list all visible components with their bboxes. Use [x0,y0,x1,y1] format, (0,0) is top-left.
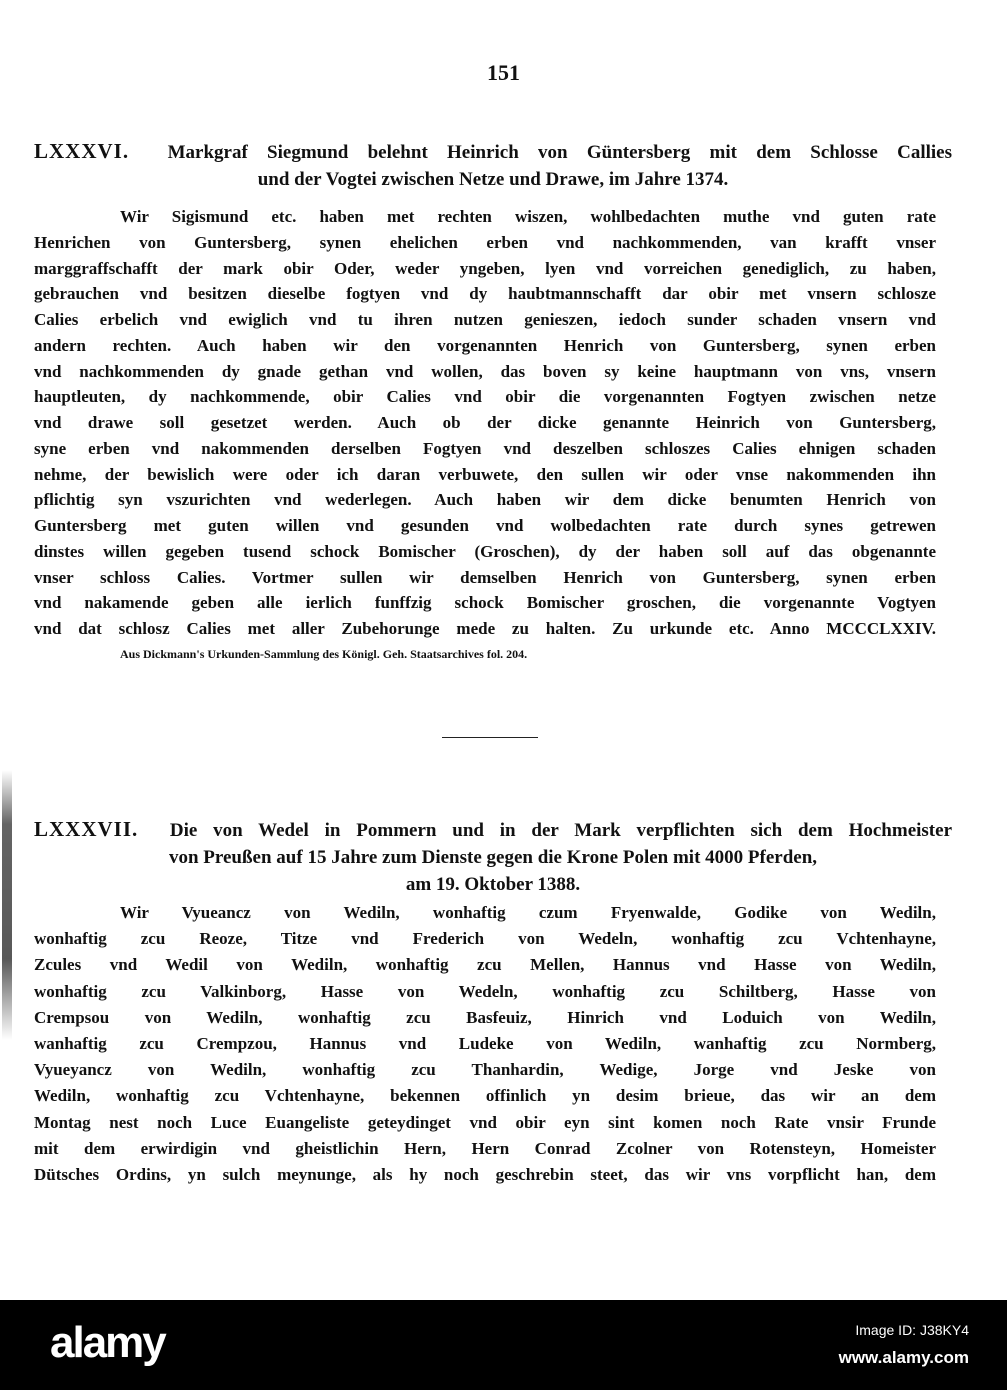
site-url: www.alamy.com [838,1348,969,1367]
page-number: 151 [487,60,520,85]
text-line: Guntersberg met guten willen vnd gesunden vnd wolbedachten rate durch synes getrewen [34,516,936,535]
section-86-title-line-1 [34,138,952,166]
text-line: syne erben vnd nakommenden derselben Fogtyen vnd deszelben schloszes Calies ehnigen schaden [34,438,936,458]
section-87-title-line-3: am 19. Oktober 1388. [405,874,581,895]
text-line: wonhaftig zcu Reoze, Titze vnd Frederich von Wedeln, wonhaftig zcu Vchtenhayne, [34,929,936,949]
text-line: vnser schloss Calies. Vortmer sullen wir demselben Henrich von Guntersberg, synen erben [34,567,936,587]
text-line: Montag nest noch Luce Euangeliste geteydinget vnd obir eyn sint komen noch Rate vnsir Frunde [34,1112,936,1132]
text-line: andern rechten. Auch haben wir den vorgenannten Henrich von Guntersberg, synen erben [34,335,936,355]
section-86-title-line-2: und der Vogtei zwischen Netze und Drawe, im Jahre 1374. [257,169,729,190]
section-86-number: LXXXVI. [34,139,130,163]
text-line: Vyueyancz von Wediln, wonhaftig zcu Thanhardin, Wedige, Jorge vnd Jeske von [34,1060,936,1080]
section-87-title-line-1-text: Die von Wedel in Pommern und in der Mark verpflichten sich dem Hochmeister [169,820,952,841]
section-86-heading [34,138,952,193]
section-divider [442,737,538,738]
text-line: Henrichen von Guntersberg, synen ehelichen erben vnd nachkommenden, van krafft vnser [34,232,936,252]
text-line: vnd dat schlosz Calies met aller Zubehorunge mede zu halten. Zu urkunde etc. Anno MCCCLXXIV. [34,619,936,638]
text-line: Calies erbelich vnd ewiglich vnd tu ihren nutzen genieszen, iedoch sunder schaden vnsern vnd [34,310,936,329]
text-line: nehme, der bewislich were oder ich daran verbuwete, den sullen wir oder vnse nakommenden ihn [34,464,936,484]
section-87-title-line-1 [34,816,952,844]
section-86-body [34,204,936,642]
text-line: mit dem erwirdigin vnd gheistlichin Hern, Hern Conrad Zcolner von Rotensteyn, Homeister [34,1138,936,1158]
section-87-title-line-2: von Preußen auf 15 Jahre zum Dienste gegen die Krone Polen mit 4000 Pferden, [168,847,818,868]
text-line: Wediln, wonhaftig zcu Vchtenhayne, bekennen offinlich yn desim brieue, das wir an dem [34,1086,936,1106]
text-line: marggraffschafft der mark obir Oder, weder yngeben, lyen vnd vorreichen genediglich, zu haben, [34,258,936,278]
section-87-body [34,900,936,1188]
text-line: pflichtig syn vszurichten vnd wederlegen. Auch haben wir dem dicke benumten Henrich von [34,490,936,510]
section-87-heading [34,816,952,898]
source-note: Aus Dickmann's Urkunden-Sammlung des Königl. Geh. Staatsarchives fol. 204. [120,647,528,661]
text-line: Crempsou von Wediln, wonhaftig zcu Basfeuiz, Hinrich vnd Loduich von Wediln, [34,1007,936,1027]
text-line: Zcules vnd Wedil von Wediln, wonhaftig zcu Mellen, Hannus vnd Hasse von Wediln, [34,955,936,975]
text-line: gebrauchen vnd besitzen dieselbe fogtyen vnd dy haubtmannschafft dar obir met vnsern schlosze [34,284,936,304]
section-87-number: LXXXVII. [34,817,139,841]
text-line: Dütsches Ordins, yn sulch meynunge, als hy noch geschrebin steet, das wir vns vorpflicht han, dem [34,1164,936,1184]
alamy-logo: alamy [50,1318,165,1367]
text-line: dinstes willen gegeben tusend schock Bomischer (Groschen), dy der haben soll auf das obgenannte [34,541,936,561]
text-line: Wir Sigismund etc. haben met rechten wiszen, wohlbedachten muthe vnd guten rate [120,207,936,226]
image-id: Image ID: J38KY4 [855,1322,969,1338]
text-line: vnd drawe soll gesetzet werden. Auch ob der dicke genannte Heinrich von Guntersberg, [34,413,936,432]
section-86-title-line-1-text: Markgraf Siegmund belehnt Heinrich von Güntersberg mit dem Schlosse Callies [167,142,952,163]
text-line: vnd nachkommenden dy gnade gethan vnd wollen, das boven sy keine hauptmann von vns, vnsern [34,361,936,381]
text-line: Wir Vyueancz von Wediln, wonhaftig czum Fryenwalde, Godike von Wediln, [120,903,936,922]
text-line: vnd nakamende geben alle ierlich funffzig schock Bomischer groschen, die vorgenannte Vogtyen [34,593,936,613]
watermark-bar [0,1300,1007,1390]
text-line: wonhaftig zcu Valkinborg, Hasse von Wedeln, wonhaftig zcu Schiltberg, Hasse von [34,981,936,1001]
text-line: wanhaftig zcu Crempzou, Hannus vnd Ludeke von Wediln, wanhaftig zcu Normberg, [34,1033,936,1053]
text-line: hauptleuten, dy nachkommende, obir Calies vnd obir die vorgenannten Fogtyen zwischen netze [34,387,936,407]
scan-edge-artifact [2,770,12,1040]
